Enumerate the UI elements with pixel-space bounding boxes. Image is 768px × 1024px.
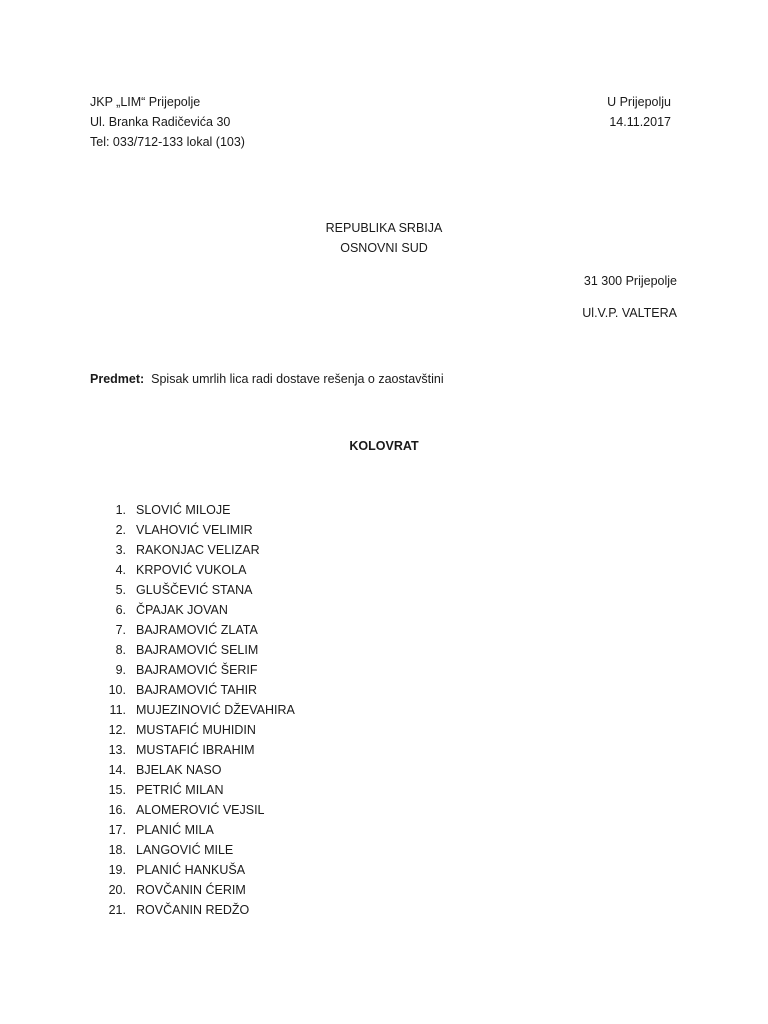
list-item-name: VLAHOVIĆ VELIMIR (136, 523, 253, 537)
list-item (0, 700, 768, 720)
list-item-number: 15. (108, 783, 126, 797)
list-item-name: ČPAJAK JOVAN (136, 603, 228, 617)
recipient-street: Ul.V.P. VALTERA (582, 306, 677, 320)
list-item (0, 520, 768, 540)
place: U Prijepolju (607, 95, 671, 109)
list-item (0, 720, 768, 740)
recipient-line1: REPUBLIKA SRBIJA (325, 221, 443, 235)
list-item-name: BAJRAMOVIĆ SELIM (136, 643, 259, 657)
list-item-number: 20. (108, 883, 126, 897)
list-item-number: 19. (108, 863, 126, 877)
subject-line (90, 369, 444, 389)
list-item-number: 1. (115, 503, 126, 517)
list-item-number: 5. (115, 583, 126, 597)
list-item-number: 9. (115, 663, 126, 677)
list-item-name: PETRIĆ MILAN (136, 783, 224, 797)
list-item-name: GLUŠČEVIĆ STANA (136, 583, 253, 597)
list-item (0, 540, 768, 560)
sender-name: JKP „LIM“ Prijepolje (90, 95, 201, 109)
list-item-number: 14. (108, 763, 126, 777)
list-item (0, 880, 768, 900)
subject-label: Predmet: (90, 372, 145, 386)
list-item (0, 760, 768, 780)
list-item (0, 820, 768, 840)
list-item-name: MUJEZINOVIĆ DŽEVAHIRA (136, 703, 295, 717)
list-item-name: ROVČANIN ĆERIM (136, 883, 246, 897)
list-item-number: 17. (108, 823, 126, 837)
list-item-name: SLOVIĆ MILOJE (136, 503, 231, 517)
list-item-name: ALOMEROVIĆ VEJSIL (136, 803, 265, 817)
list-item-number: 13. (108, 743, 126, 757)
list-item-number: 8. (115, 643, 126, 657)
list-item-name: KRPOVIĆ VUKOLA (136, 563, 247, 577)
date: 14.11.2017 (609, 115, 671, 129)
list-item (0, 580, 768, 600)
list-item-number: 4. (115, 563, 126, 577)
list-item-number: 3. (115, 543, 126, 557)
list-item (0, 640, 768, 660)
persons-list (0, 500, 768, 920)
list-item-name: LANGOVIĆ MILE (136, 843, 234, 857)
list-item-number: 18. (108, 843, 126, 857)
recipient-line2: OSNOVNI SUD (340, 241, 428, 255)
list-item (0, 840, 768, 860)
section-title: KOLOVRAT (349, 439, 419, 453)
list-item-name: MUSTAFIĆ IBRAHIM (136, 743, 255, 757)
list-item (0, 780, 768, 800)
list-item-name: RAKONJAC VELIZAR (136, 543, 260, 557)
list-item-name: ROVČANIN REDŽO (136, 903, 250, 917)
subject-text: Spisak umrlih lica radi dostave rešenja o zaostavštini (151, 372, 444, 386)
list-item (0, 620, 768, 640)
sender-phone: Tel: 033/712-133 lokal (103) (90, 135, 245, 149)
list-item-name: PLANIĆ HANKUŠA (136, 863, 246, 877)
list-item-name: PLANIĆ MILA (136, 823, 214, 837)
list-item (0, 600, 768, 620)
list-item-name: BJELAK NASO (136, 763, 222, 777)
list-item (0, 800, 768, 820)
list-item (0, 660, 768, 680)
list-item-number: 2. (115, 523, 126, 537)
recipient-postal: 31 300 Prijepolje (583, 274, 677, 288)
list-item-number: 6. (115, 603, 126, 617)
list-item-number: 16. (108, 803, 126, 817)
list-item (0, 560, 768, 580)
list-item (0, 740, 768, 760)
list-item-number: 10. (108, 683, 126, 697)
list-item-number: 11. (109, 703, 126, 717)
sender-address: Ul. Branka Radičevića 30 (90, 115, 231, 129)
list-item (0, 860, 768, 880)
list-item (0, 680, 768, 700)
list-item-number: 21. (108, 903, 126, 917)
list-item-name: BAJRAMOVIĆ ŠERIF (136, 663, 258, 677)
list-item-name: BAJRAMOVIĆ ZLATA (136, 623, 258, 637)
list-item-number: 12. (108, 723, 126, 737)
list-item-number: 7. (115, 623, 126, 637)
list-item (0, 900, 768, 920)
list-item-name: BAJRAMOVIĆ TAHIR (136, 683, 258, 697)
list-item-name: MUSTAFIĆ MUHIDIN (136, 723, 256, 737)
list-item (0, 500, 768, 520)
